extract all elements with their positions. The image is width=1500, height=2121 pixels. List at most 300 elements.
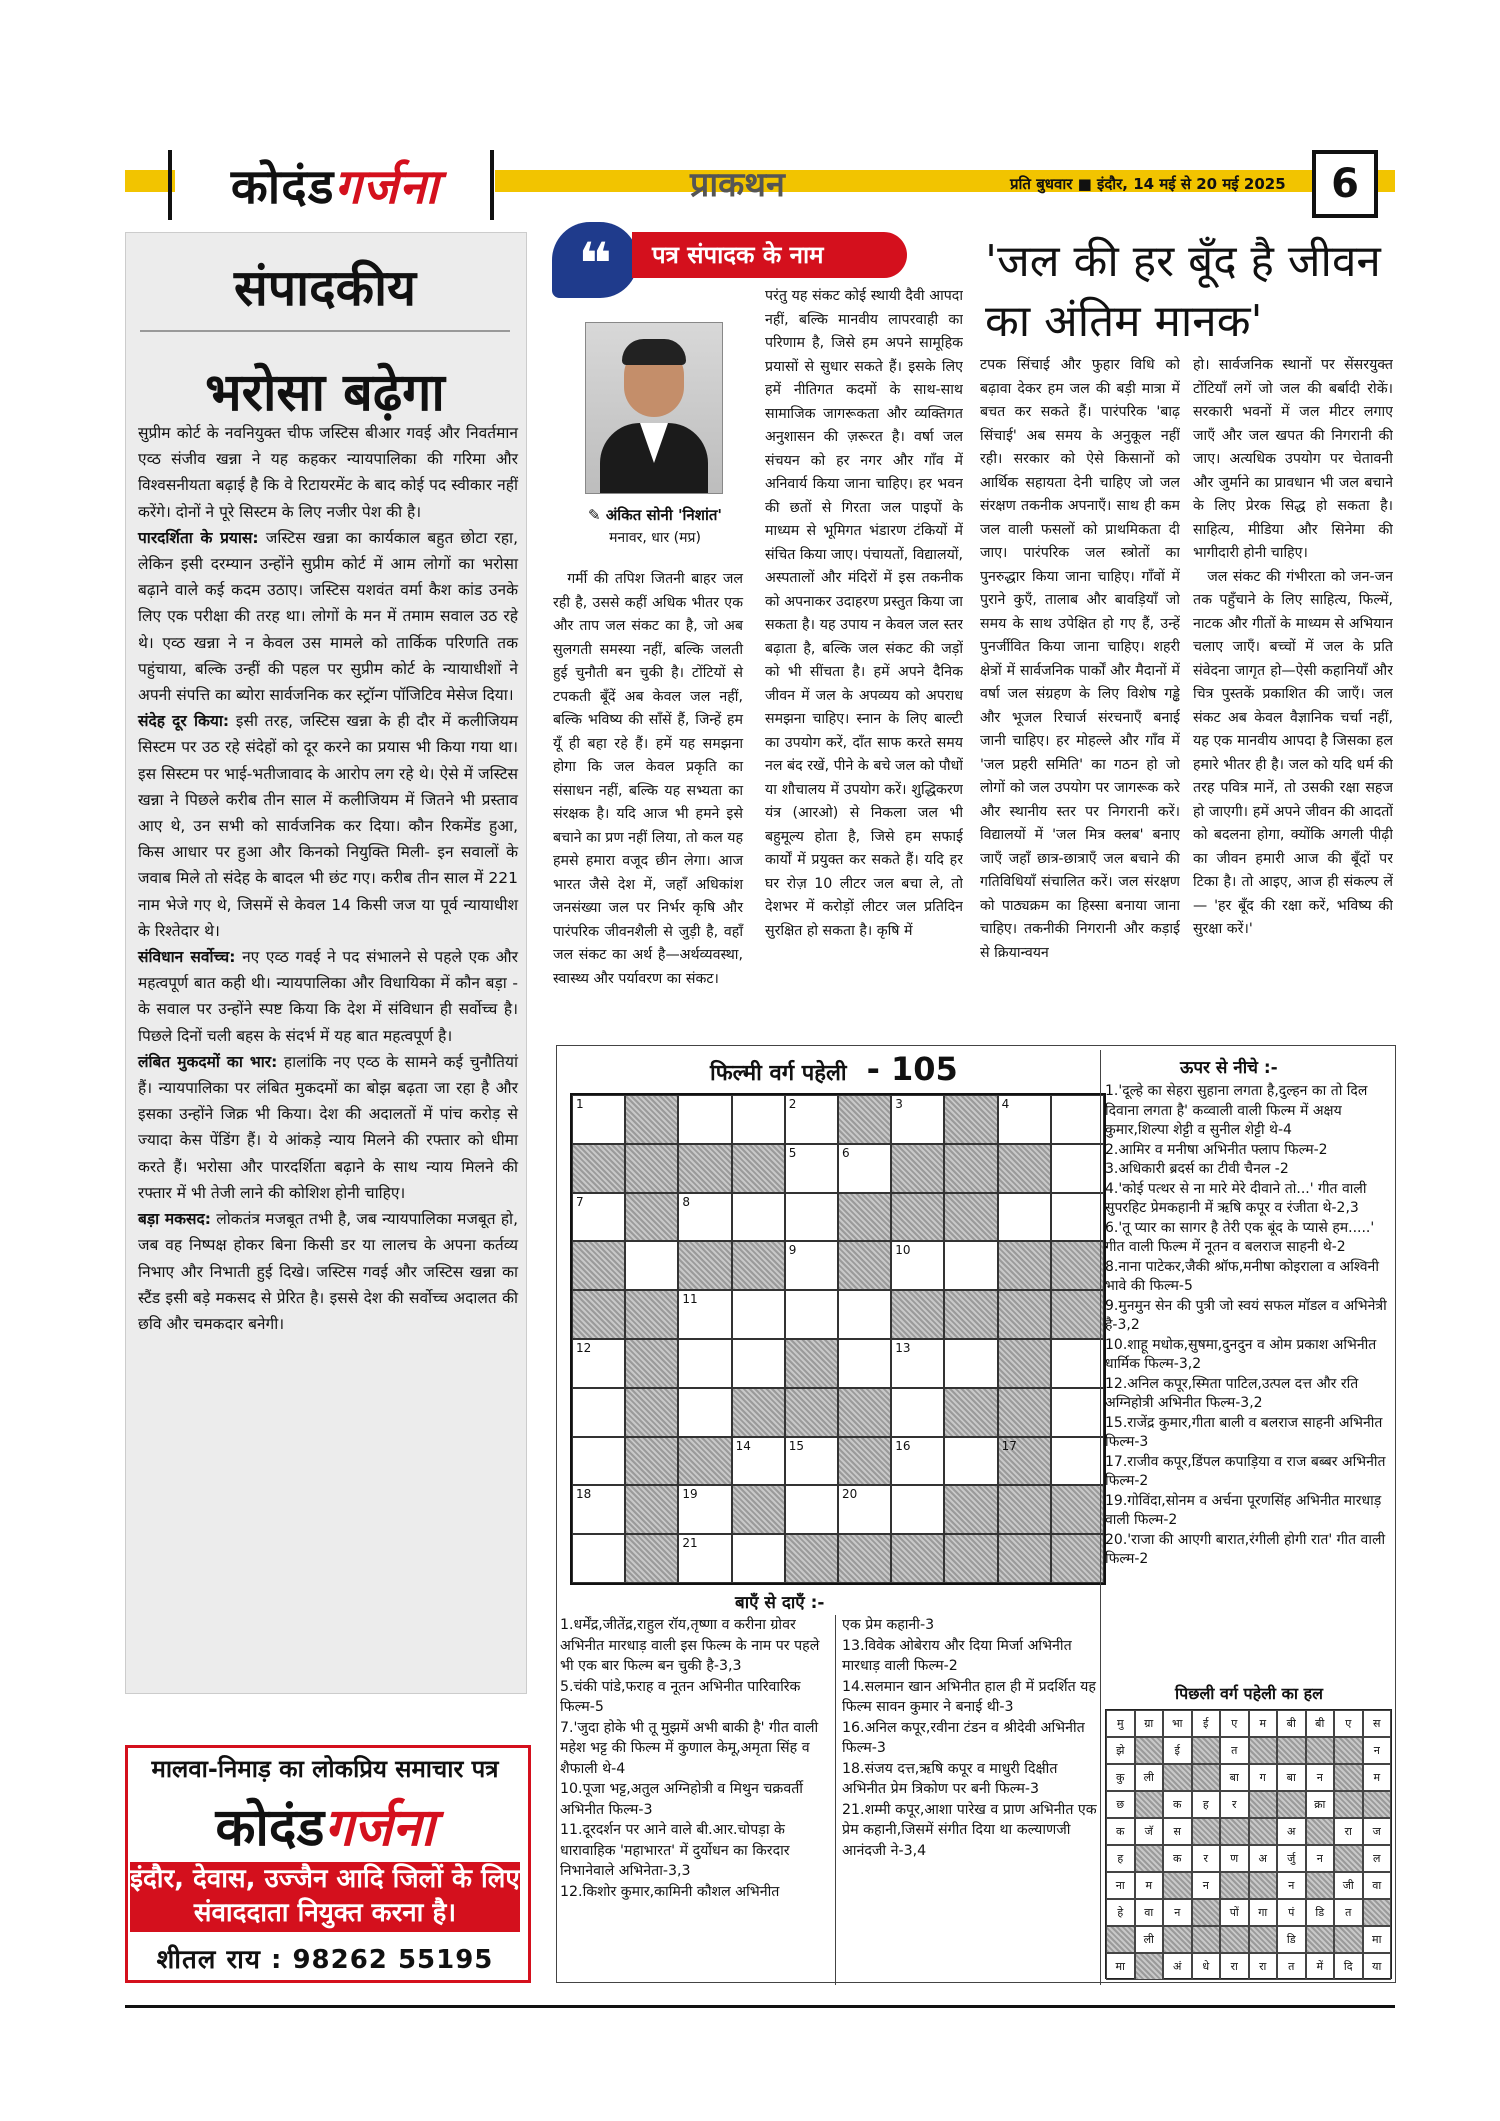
solution-block [1334, 1926, 1363, 1953]
crossword-block [998, 1485, 1051, 1534]
crossword-block [625, 1290, 678, 1339]
solution-cell: अ [1249, 1845, 1278, 1872]
solution-cell: वा [1135, 1899, 1164, 1926]
solution-block [1334, 1764, 1363, 1791]
crossword-block [944, 1485, 997, 1534]
across-clue: 21.शम्मी कपूर,आशा पारेख व प्राण अभिनीत एक प्रेम कहानी,जिसमें संगीत दिया था कल्याणजी आनंदजी ने-3,4 [842, 1801, 1097, 1859]
clue-number: 4 [1001, 1097, 1010, 1111]
ad-tagline: मालवा-निमाड़ का लोकप्रिय समाचार पत्र [151, 1755, 499, 1783]
down-clue: 6.'तू प्यार का सागर है तेरी एक बूंद के प्यासे हम.....' गीत वाली फिल्म में नूतन व बलराज साहनी थे-2 [1105, 1219, 1375, 1255]
solution-cell: कु [1106, 1764, 1135, 1791]
solution-block [1192, 1926, 1221, 1953]
paragraph-lead: पारदर्शिता के प्रयास: [138, 528, 259, 547]
solution-block [1163, 1872, 1192, 1899]
solution-block [1334, 1845, 1363, 1872]
crossword-block [944, 1144, 997, 1193]
clue-number: 8 [682, 1194, 691, 1209]
author-name-text: अंकित सोनी 'निशांत' [605, 506, 722, 524]
solution-block [1306, 1926, 1335, 1953]
crossword-cell[interactable] [944, 1437, 997, 1486]
solution-block [1249, 1926, 1278, 1953]
crossword-grid[interactable] [570, 1093, 1106, 1585]
page-bottom-rule [125, 2005, 1395, 2008]
down-clue: 15.राजेंद्र कुमार,गीता बाली व बलराज साहनी अभिनीत फिल्म-3 [1105, 1414, 1383, 1450]
crossword-cell[interactable] [944, 1339, 997, 1388]
down-clue: 10.शाहू मधोक,सुषमा,दुनदुन व ओम प्रकाश अभिनीत धार्मिक फिल्म-3,2 [1105, 1336, 1377, 1372]
crossword-cell[interactable] [944, 1241, 997, 1290]
article-column-2 [1193, 354, 1393, 1024]
crossword-cell[interactable] [1051, 1144, 1104, 1193]
solution-block [1163, 1764, 1192, 1791]
solution-cell: ह [1192, 1791, 1221, 1818]
solution-cell: ई [1163, 1737, 1192, 1764]
article-para-2: हो। सार्वजनिक स्थानों पर सेंसरयुक्त टोंटियाँ लगें जो जल की बर्बादी रोकें। सरकारी भवनों में जल मीटर लगाए जाएँ और जल खपत की निगरानी की जाए। अत्यधिक उपयोग पर चेतावनी और जुर्माने का प्रावधान भी जल बचाने के लिए प्रेरक सिद्ध हो सकता है। साहित्य, मीडिया और सिनेमा की भागीदारी होनी चाहिए। [1193, 357, 1393, 561]
crossword-block [998, 1534, 1051, 1583]
author-location: मनावर, धार (मप्र) [609, 530, 701, 546]
clue-number: 3 [895, 1097, 903, 1111]
clue-number: 13 [895, 1340, 911, 1355]
letter-para-2: परंतु यह संकट कोई स्थायी दैवी आपदा नहीं, बल्कि मानवीय लापरवाही का परिणाम है, जिसे हम अपने सामूहिक प्रयासों से सुधार सकते हैं। इसके लिए हमें नीतिगत कदमों के साथ-साथ सामाजिक जागरूकता और व्यक्तिगत अनुशासन की ज़रूरत है। वर्षा जल संचयन को हर नगर और गाँव में अनिवार्य किया जाना चाहिए। हर भवन की छतों से गिरता जल पाइपों के माध्यम से भूमिगत भंडारण टंकियों में संचित किया जाए। पंचायतों, विद्यालयों, अस्पतालों और मंदिरों में इस तकनीक को अपनाकर उदाहरण प्रस्तुत किया जा सकता है। यह उपाय न केवल जल स्तर बढ़ाता है, बल्कि जल संकट की जड़ों को भी सींचता है। हमें अपने दैनिक जीवन में जल के अपव्यय को अपराध समझना चाहिए। स्नान के लिए बाल्टी का उपयोग करें, दाँत साफ करते समय नल बंद रखें, पीने के बचे जल को पौधों या शौचालय में उपयोग करें। शुद्धिकरण यंत्र (आरओ) से निकला जल भी बहुमूल्य होता है, जिसे हम सफाई कार्यों में प्रयुक्त कर सकते हैं। यदि हर घर रोज़ 10 लीटर जल बचा ले, तो देशभर में करोड़ों लीटर जल प्रतिदिन सुरक्षित हो सकता है। कृषि में [765, 288, 963, 939]
crossword-cell[interactable] [732, 1095, 785, 1144]
crossword-block [732, 1144, 785, 1193]
crossword-block [998, 1388, 1051, 1437]
editorial-paragraph [138, 420, 518, 525]
crossword-cell[interactable] [838, 1290, 891, 1339]
crossword-block [1051, 1290, 1104, 1339]
solution-block [1249, 1791, 1278, 1818]
solution-cell: क [1163, 1791, 1192, 1818]
solution-cell: क [1106, 1818, 1135, 1845]
crossword-cell[interactable] [732, 1437, 785, 1486]
logo-part2: गर्जना [334, 158, 440, 215]
crossword-number: - 105 [866, 1050, 958, 1088]
header-divider [490, 150, 494, 220]
header-divider [168, 150, 172, 220]
author-name [560, 505, 750, 525]
letter-para-1: गर्मी की तपिश जितनी बाहर जल रही है, उससे कहीं अधिक भीतर एक और ताप जल संकट का है, जो अब सुलगती समस्या नहीं, बल्कि जलती हुई चुनौती बन चुकी है। टोंटियों से टपकती बूँदें अब केवल जल नहीं, बल्कि भविष्य की साँसें हैं, जिन्हें हम यूँ ही बहा रहे हैं। हमें यह समझना होगा कि जल केवल प्रकृति का संसाधन नहीं, बल्कि यह सभ्यता का संरक्षक है। यदि आज भी हमने इसे बचाने का प्रण नहीं लिया, तो कल यह हमसे हमारा वजूद छीन लेगा। आज भारत जैसे देश में, जहाँ अधिकांश जनसंख्या जल पर निर्भर कृषि और पारंपरिक जीवनशैली से जुड़ी है, वहाँ जल संकट का अर्थ है—अर्थव्यवस्था, स्वास्थ्य और पर्यावरण का संकट। [553, 571, 743, 987]
down-clue: 20.'राजा की आएगी बारात,रंगीली होगी रात' गीत वाली फिल्म-2 [1105, 1531, 1386, 1567]
solution-cell: स [1163, 1818, 1192, 1845]
solution-block [1306, 1818, 1335, 1845]
crossword-cell[interactable] [732, 1339, 785, 1388]
paragraph-lead: संविधान सर्वोच्च: [138, 948, 236, 967]
down-clue: 9.मुनमुन सेन की पुत्री जो स्वयं सफल मॉडल व अभिनेत्री है-3,2 [1105, 1297, 1387, 1333]
crossword-block [1051, 1241, 1104, 1290]
ad-contact[interactable]: शीतल राय : 98262 55195 [156, 1945, 494, 1975]
crossword-cell[interactable] [1051, 1193, 1104, 1242]
solution-cell: न [1192, 1872, 1221, 1899]
crossword-block [732, 1485, 785, 1534]
solution-cell: भा [1163, 1710, 1192, 1737]
crossword-block [625, 1437, 678, 1486]
crossword-block [838, 1193, 891, 1242]
solution-cell: ए [1220, 1710, 1249, 1737]
solution-cell: या [1363, 1953, 1392, 1980]
crossword-cell[interactable] [732, 1193, 785, 1242]
down-clue: 12.अनिल कपूर,स्मिता पाटिल,उत्पल दत्त और रति अग्निहोत्री अभिनीत फिल्म-3,2 [1105, 1375, 1359, 1411]
crossword-block [838, 1534, 891, 1583]
solution-cell: म [1135, 1872, 1164, 1899]
article-title: 'जल की हर बूँद है जीवन का अंतिम मानक' [985, 236, 1381, 347]
across-clue: 14.सलमान खान अभिनीत हाल ही में प्रदर्शित यह फिल्म सावन कुमार ने बनाई थी-3 [842, 1678, 1096, 1715]
across-clues-col2 [842, 1615, 1098, 1861]
solution-cell: ग्रा [1135, 1710, 1164, 1737]
solution-cell: छ [1106, 1791, 1135, 1818]
crossword-cell[interactable] [678, 1388, 731, 1437]
logo-part1: कोदंड [230, 158, 335, 215]
across-clue: 5.चंकी पांडे,फराह व नूतन अभिनीत पारिवारिक फिल्म-5 [560, 1678, 801, 1715]
crossword-cell[interactable] [732, 1534, 785, 1583]
across-clue: 13.विवेक ओबेराय और दिया मिर्जा अभिनीत मारधाड़ वाली फिल्म-2 [842, 1637, 1072, 1674]
down-clue: 2.आमिर व मनीषा अभिनीत फ्लाप फिल्म-2 [1105, 1141, 1328, 1158]
crossword-block [732, 1388, 785, 1437]
across-clue: 11.दूरदर्शन पर आने वाले बी.आर.चोपड़ा के धारावाहिक 'महाभारत' में दुर्योधन का किरदार निभानेवाले अभिनेता-3,3 [560, 1822, 790, 1879]
solution-block [1306, 1872, 1335, 1899]
crossword-cell[interactable] [678, 1193, 731, 1242]
solution-cell: त [1334, 1899, 1363, 1926]
editorial-paragraph [138, 944, 518, 1049]
clue-number: 17 [1001, 1438, 1017, 1453]
solution-cell: रा [1334, 1818, 1363, 1845]
solution-cell: अ [1277, 1818, 1306, 1845]
solution-cell: ए [1334, 1710, 1363, 1737]
solution-block [1220, 1872, 1249, 1899]
across-clue: एक प्रेम कहानी-3 [842, 1617, 935, 1633]
solution-cell: रा [1220, 1953, 1249, 1980]
section-title: प्राकथन [690, 165, 785, 205]
solution-cell: म [1363, 1764, 1392, 1791]
crossword-block [785, 1339, 838, 1388]
down-clue: 3.अधिकारी ब्रदर्स का टीवी चैनल -2 [1105, 1161, 1289, 1177]
across-heading: बाएँ से दाएँ :- [735, 1593, 825, 1613]
crossword-cell[interactable] [678, 1095, 731, 1144]
article-para-3: जल संकट की गंभीरता को जन-जन तक पहुँचाने के लिए साहित्य, फिल्में, नाटक और गीतों के माध्यम से अभियान चलाए जाएँ। बच्चों में जल के प्रति संवेदना जागृत हो—ऐसी कहानियाँ और चित्र पुस्तकें प्रकाशित की जाएँ। जल संकट अब केवल वैज्ञानिक चर्चा नहीं, यह एक मानवीय आपदा है जिसका हल हमारे भीतर ही है। जल को यदि धर्म की तरह पवित्र मानें, तो उसकी रक्षा सहज हो जाएगी। हमें अपने जीवन की आदतों को बदलना होगा, क्योंकि अगली पीढ़ी का जीवन हमारी आज की बूँदों पर टिका है। तो आइए, आज ही संकल्प लें — 'हर बूँद की रक्षा करें, भविष्य की सुरक्षा करें।' [1193, 568, 1393, 937]
crossword-block [625, 1339, 678, 1388]
crossword-cell[interactable] [891, 1095, 944, 1144]
crossword-block [785, 1534, 838, 1583]
crossword-cell[interactable] [998, 1095, 1051, 1144]
solution-cell: ण [1220, 1845, 1249, 1872]
letter-column-1 [553, 568, 743, 991]
solution-cell: ना [1106, 1872, 1135, 1899]
clue-number: 10 [895, 1243, 911, 1258]
crossword-cell[interactable] [838, 1485, 891, 1534]
clue-number: 15 [788, 1438, 805, 1453]
down-clue: 19.गोविंदा,सोनम व अर्चना पूरणसिंह अभिनीत मारधाड़ वाली फिल्म-2 [1105, 1492, 1382, 1528]
solution-block [1220, 1818, 1249, 1845]
crossword-block [732, 1241, 785, 1290]
solution-block [1135, 1791, 1164, 1818]
solution-cell: मा [1363, 1926, 1392, 1953]
page-number: 6 [1312, 150, 1378, 218]
crossword-block [838, 1241, 891, 1290]
crossword-block [625, 1388, 678, 1437]
crossword-cell[interactable] [572, 1193, 625, 1242]
solution-cell: ल [1363, 1845, 1392, 1872]
crossword-block [891, 1290, 944, 1339]
down-clue: 17.राजीव कपूर,डिंपल कपाड़िया व राज बब्बर अभिनीत फिल्म-2 [1105, 1453, 1386, 1489]
paragraph-text: लोकतंत्र मजबूत तभी है, जब न्यायपालिका मजबूत हो, जब वह निष्पक्ष होकर बिना किसी डर या लालच के अपना कर्तव्य निभाए और निभाती हुई दिखे। जस्टिस गवई और जस्टिस खन्ना का स्टैंड इसी बड़े मकसद से प्रेरित है। इससे देश की सर्वोच्च अदालत की छवि और चमकदार बनेगी। [138, 1210, 518, 1333]
crossword-block [944, 1193, 997, 1242]
across-clue: 1.धर्मेंद्र,जीतेंद्र,राहुल रॉय,तृष्णा व करीना ग्रोवर अभिनीत मारधाड़ वाली इस फिल्म के नाम पर पहले भी एक बार फिल्म बन चुकी है-3,3 [560, 1617, 820, 1674]
solution-cell: ई [1192, 1710, 1221, 1737]
solution-cell: धे [1192, 1953, 1221, 1980]
crossword-cell[interactable] [732, 1290, 785, 1339]
editorial-label: संपादकीय [233, 258, 417, 317]
crossword-cell[interactable] [678, 1534, 731, 1583]
clue-number: 11 [682, 1292, 698, 1307]
clue-number: 16 [895, 1438, 911, 1453]
editorial-paragraph [138, 1206, 518, 1337]
solution-cell: डि [1277, 1926, 1306, 1953]
crossword-cell[interactable] [785, 1485, 838, 1534]
crossword-block [838, 1095, 891, 1144]
solution-cell: ज [1363, 1818, 1392, 1845]
down-clues [1105, 1082, 1387, 1570]
across-clue: 7.'जुदा होके भी तू मुझमें अभी बाकी है' गीत वाली महेश भट्ट की फिल्म में कुणाल केमू,अमृता सिंह व शैफाली थे-4 [560, 1719, 819, 1777]
solution-block [1363, 1899, 1392, 1926]
solution-block [1363, 1791, 1392, 1818]
clue-number: 20 [842, 1487, 858, 1502]
letters-label: पत्र संपादक के नाम [632, 232, 907, 278]
masthead-logo[interactable] [175, 150, 495, 220]
clue-number: 21 [682, 1536, 698, 1551]
crossword-block [998, 1144, 1051, 1193]
crossword-block [678, 1144, 731, 1193]
solution-cell: त [1277, 1953, 1306, 1980]
solution-block [1249, 1872, 1278, 1899]
divider [835, 1615, 836, 1985]
crossword-cell[interactable] [838, 1339, 891, 1388]
solution-cell: जॅ [1135, 1818, 1164, 1845]
crossword-block [998, 1290, 1051, 1339]
editorial-paragraph [138, 708, 518, 944]
crossword-block [891, 1144, 944, 1193]
solution-cell: न [1277, 1872, 1306, 1899]
crossword-cell[interactable] [1051, 1339, 1104, 1388]
across-clue: 10.पूजा भट्ट,अतुल अग्निहोत्री व मिथुन चक्रवर्ती अभिनीत फिल्म-3 [560, 1781, 803, 1818]
crossword-block [572, 1290, 625, 1339]
pen-icon: ✎ [588, 506, 601, 524]
crossword-block [572, 1144, 625, 1193]
crossword-block [944, 1388, 997, 1437]
solution-block [1192, 1764, 1221, 1791]
crossword-block [625, 1144, 678, 1193]
crossword-cell[interactable] [678, 1339, 731, 1388]
ad-logo-part1: कोदंड [215, 1798, 325, 1858]
editorial-body [138, 420, 518, 1337]
solution-cell: मु [1106, 1710, 1135, 1737]
crossword-cell[interactable] [891, 1241, 944, 1290]
crossword-block [891, 1534, 944, 1583]
clue-number: 7 [576, 1194, 584, 1209]
solution-cell: र [1192, 1845, 1221, 1872]
crossword-cell[interactable] [1051, 1437, 1104, 1486]
solution-block [1249, 1818, 1278, 1845]
solution-cell: दि [1334, 1953, 1363, 1980]
solution-cell: पं [1277, 1899, 1306, 1926]
solution-cell: ली [1135, 1764, 1164, 1791]
solution-cell: ग [1249, 1764, 1278, 1791]
crossword-cell[interactable] [678, 1290, 731, 1339]
crossword-block [625, 1193, 678, 1242]
solution-block [1334, 1737, 1363, 1764]
solution-block [1334, 1791, 1363, 1818]
crossword-block [838, 1388, 891, 1437]
paragraph-text: जस्टिस खन्ना का कार्यकाल बहुत छोटा रहा, लेकिन इसी दरम्यान उन्होंने सुप्रीम कोर्ट में आम लोगों का भरोसा बढ़ाने वाले कई कदम उठाए। जस्टिस यशवंत वर्मा कैश कांड उनके लिए एक परीक्षा की तरह था। लोगों के मन में तमाम सवाल उठ रहे थे। एव्ठ खन्ना ने न केवल उस मामले को तार्किक परिणति तक पहुंचाया, बल्कि उन्हीं की पहल पर सुप्रीम कोर्ट के न्यायाधीशों ने अपनी संपत्ति का ब्योरा सार्वजनिक कर स्ट्रॉन्ग पॉजिटिव मेसेज दिया। [138, 528, 518, 705]
solution-cell: मा [1106, 1953, 1135, 1980]
down-clue: 4.'कोई पत्थर से ना मारे मेरे दीवाने तो...' गीत वाली सुपरहिट प्रेमकहानी में ऋषि कपूर व रंजीता थे-2,3 [1105, 1180, 1367, 1216]
solution-block [1163, 1926, 1192, 1953]
crossword-cell[interactable] [785, 1193, 838, 1242]
crossword-cell[interactable] [1051, 1095, 1104, 1144]
crossword-title-text: फिल्मी वर्ग पहेली [710, 1061, 847, 1086]
crossword-cell[interactable] [785, 1241, 838, 1290]
down-clue: 8.नाना पाटेकर,जैकी श्रॉफ,मनीषा कोइराला व अश्विनी भावे की फिल्म-5 [1105, 1258, 1379, 1294]
across-clue: 12.किशोर कुमार,कामिनी कौशल अभिनीत [560, 1883, 780, 1900]
solution-cell: बी [1306, 1710, 1335, 1737]
clue-number: 5 [788, 1145, 797, 1160]
paragraph-text: नए एव्ठ गवई ने पद संभालने से पहले एक और महत्वपूर्ण बात कही थी। न्यायपालिका और विधायिका में कौन बड़ा - के सवाल पर उन्होंने स्पष्ट किया कि देश में संविधान ही सर्वोच्च है। पिछले दिनों चली बहस के संदर्भ में यह बात महत्वपूर्ण है। [138, 948, 519, 1045]
divider [1100, 1050, 1101, 1985]
crossword-cell[interactable] [785, 1095, 838, 1144]
crossword-cell[interactable] [998, 1193, 1051, 1242]
solution-block [1306, 1737, 1335, 1764]
solution-cell: जी [1334, 1872, 1363, 1899]
solution-block [1106, 1926, 1135, 1953]
clue-number: 12 [576, 1340, 592, 1355]
solution-cell: बा [1220, 1764, 1249, 1791]
crossword-cell[interactable] [785, 1290, 838, 1339]
crossword-cell[interactable] [572, 1095, 625, 1144]
solution-block [1135, 1953, 1164, 1980]
solution-block [1249, 1737, 1278, 1764]
crossword-cell[interactable] [572, 1388, 625, 1437]
crossword-block [998, 1241, 1051, 1290]
solution-block [1135, 1845, 1164, 1872]
solution-block [1277, 1737, 1306, 1764]
clue-number: 1 [576, 1097, 584, 1111]
paragraph-lead: संदेह दूर किया: [138, 712, 230, 731]
author-photo [585, 322, 723, 494]
crossword-cell[interactable] [891, 1339, 944, 1388]
crossword-cell[interactable] [785, 1144, 838, 1193]
solution-block [1135, 1737, 1164, 1764]
solution-cell: बा [1277, 1764, 1306, 1791]
clue-number: 14 [735, 1438, 751, 1453]
article-para-1: टपक सिंचाई और फुहार विधि को बढ़ावा देकर हम जल की बड़ी मात्रा में बचत कर सकते हैं। पारंपरिक 'बाढ़ सिंचाई' अब समय के अनुकूल नहीं रही। सरकार को ऐसे किसानों को आर्थिक सहायता देनी चाहिए जो जल संरक्षण तकनीक अपनाएँ। साथ ही कम जल वाली फसलों को प्राथमिकता दी जाए। पारंपरिक जल स्त्रोतों का पुनरुद्धार किया जाना चाहिए। गाँवों में पुराने कुएँ, तालाब और बावड़ियाँ जो समय के साथ उपेक्षित हो गए हैं, उन्हें पुनर्जीवित किया जाना चाहिए। शहरी क्षेत्रों में सार्वजनिक पार्कों और मैदानों में वर्षा जल संग्रहण के लिए विशेष गड्ढे और भूजल रिचार्ज संरचनाएँ बनाई जानी चाहिए। हर मोहल्ले और गाँव में 'जल प्रहरी समिति' का गठन हो जो लोगों को जल उपयोग पर जागरूक करे और स्थानीय स्तर पर निगरानी करें। विद्यालयों में 'जल मित्र क्लब' बनाए जाएँ जहाँ छात्र-छात्राएँ जल बचाने की गतिविधियाँ संचालित करें। जल संरक्षण को पाठ्यक्रम का हिस्सा बनाया जाना चाहिए। तकनीकी निगरानी और कड़ाई से क्रियान्वयन [980, 357, 1180, 961]
solution-block [1192, 1737, 1221, 1764]
across-clue: 16.अनिल कपूर,रवीना टंडन व श्रीदेवी अभिनीत फिल्म-3 [842, 1719, 1085, 1756]
crossword-cell[interactable] [891, 1437, 944, 1486]
editorial-paragraph [138, 1049, 518, 1206]
paragraph-text: हालांकि नए एव्ठ के सामने कई चुनौतियां हैं। न्यायपालिका पर लंबित मुकदमों का बोझ बढ़ता जा रहा है और इसका उन्होंने जिक्र भी किया। देश की अदालतों में पांच करोड़ से ज्यादा केस पेंडिंग हैं। ये आंकड़े न्याय मिलने की रफ्तार को धीमा करते हैं। भरोसा और पारदर्शिता बढ़ाने के साथ न्याय मिलने की रफ्तार में भी तेजी लाने की कोशिश होनी चाहिए। [138, 1052, 519, 1202]
solution-cell: न [1306, 1845, 1335, 1872]
solution-cell: पों [1220, 1899, 1249, 1926]
crossword-block [944, 1290, 997, 1339]
crossword-block [625, 1485, 678, 1534]
solution-cell: र [1220, 1791, 1249, 1818]
crossword-block [785, 1388, 838, 1437]
crossword-cell[interactable] [572, 1437, 625, 1486]
letter-column-2 [765, 285, 963, 1025]
solution-block [1192, 1899, 1221, 1926]
solution-block [1220, 1926, 1249, 1953]
solution-cell: बी [1277, 1710, 1306, 1737]
solution-cell: न [1306, 1764, 1335, 1791]
across-clues-col1 [560, 1615, 828, 1902]
paragraph-text: सुप्रीम कोर्ट के नवनियुक्त चीफ जस्टिस बीआर गवई और निवर्तमान एव्ठ संजीव खन्ना ने यह कहकर न्यायपालिका की गरिमा और विश्वसनीयता बढ़ाई है कि वे रिटायरमेंट के बाद कोई पद स्वीकार नहीं करेंगे। दोनों ने पूरे सिस्टम के लिए नजीर पेश की है। [138, 424, 518, 521]
issue-date: प्रति बुधवार ■ इंदौर, 14 मई से 20 मई 2025 [1010, 175, 1286, 193]
crossword-block [572, 1241, 625, 1290]
ad-logo-part2: गर्जना [324, 1798, 435, 1858]
crossword-cell[interactable] [785, 1437, 838, 1486]
crossword-block [625, 1095, 678, 1144]
crossword-cell[interactable] [838, 1144, 891, 1193]
crossword-block [944, 1095, 997, 1144]
solution-cell: झे [1106, 1737, 1135, 1764]
crossword-cell[interactable] [891, 1485, 944, 1534]
solution-block [1192, 1818, 1221, 1845]
crossword-block [1051, 1534, 1104, 1583]
crossword-cell[interactable] [572, 1339, 625, 1388]
crossword-block [1051, 1485, 1104, 1534]
divider [140, 330, 510, 332]
solution-cell: न [1163, 1899, 1192, 1926]
solution-cell: र्जु [1277, 1845, 1306, 1872]
paragraph-lead: लंबित मुकदमों का भार: [138, 1052, 278, 1071]
crossword-block [998, 1437, 1051, 1486]
clue-number: 2 [788, 1097, 797, 1111]
solution-cell: ह [1106, 1845, 1135, 1872]
crossword-title [710, 1050, 958, 1088]
paragraph-lead: बड़ा मकसद: [138, 1210, 211, 1229]
crossword-cell[interactable] [891, 1388, 944, 1437]
down-heading: ऊपर से नीचे :- [1180, 1058, 1278, 1078]
solution-block [1277, 1791, 1306, 1818]
crossword-block [891, 1193, 944, 1242]
clue-number: 9 [788, 1243, 797, 1258]
solution-cell: गा [1249, 1899, 1278, 1926]
solution-cell: म [1249, 1710, 1278, 1737]
crossword-block [625, 1534, 678, 1583]
solution-cell: क [1163, 1845, 1192, 1872]
clue-number: 6 [842, 1145, 850, 1160]
solution-cell: अं [1163, 1953, 1192, 1980]
across-clue: 18.संजय दत्त,ऋषि कपूर व माधुरी दिक्षीत अभिनीत प्रेम त्रिकोण पर बनी फिल्म-3 [842, 1760, 1058, 1797]
article-column-1 [980, 354, 1180, 1024]
crossword-block [838, 1437, 891, 1486]
solution-cell: न [1363, 1737, 1392, 1764]
clue-number: 18 [576, 1487, 592, 1502]
crossword-block [678, 1241, 731, 1290]
solution-cell: में [1306, 1953, 1335, 1980]
editorial-headline: भरोसा बढ़ेगा [205, 362, 445, 423]
paragraph-text: इसी तरह, जस्टिस खन्ना के ही दौर में कलीजियम सिस्टम पर उठ रहे संदेहों को दूर करने का प्रयास भी किया गया था। इस सिस्टम पर भाई-भतीजावाद के आरोप लग रहे थे। ऐसे में जस्टिस खन्ना ने पिछले करीब तीन साल में कलीजियम में जितने भी प्रस्ताव आए थे, उन सभी को सार्वजनिक कर दिया। कौन रिकमेंड हुआ, किस आधार पर हुआ और किनको नियुक्ति मिली- इन सवालों के जवाब मिले तो संदेह के बादल भी छंट गए। करीब तीन साल में 221 नाम भेजे गए थे, जिसमें से केवल 14 किसी जज या पूर्व न्यायाधीश के रिश्तेदार थे। [138, 712, 518, 940]
solution-cell: त [1220, 1737, 1249, 1764]
crossword-cell[interactable] [678, 1485, 731, 1534]
crossword-block [998, 1339, 1051, 1388]
quote-icon: ❝ [552, 222, 638, 298]
crossword-cell[interactable] [572, 1485, 625, 1534]
crossword-cell[interactable] [572, 1534, 625, 1583]
crossword-cell[interactable] [1051, 1388, 1104, 1437]
solution-heading: पिछली वर्ग पहेली का हल [1175, 1684, 1323, 1703]
crossword-cell[interactable] [625, 1241, 678, 1290]
down-clue: 1.'दूल्हे का सेहरा सुहाना लगता है,दुल्हन का तो दिल दिवाना लगता है' कव्वाली वाली फिल्म में अक्षय कुमार,शिल्पा शेट्टी व सुनील शेट्टी थे-4 [1105, 1083, 1368, 1138]
clue-number: 19 [682, 1487, 698, 1502]
ad-message: इंदौर, देवास, उज्जैन आदि जिलों के लिए संवाददाता नियुक्त करना है। [130, 1862, 520, 1932]
